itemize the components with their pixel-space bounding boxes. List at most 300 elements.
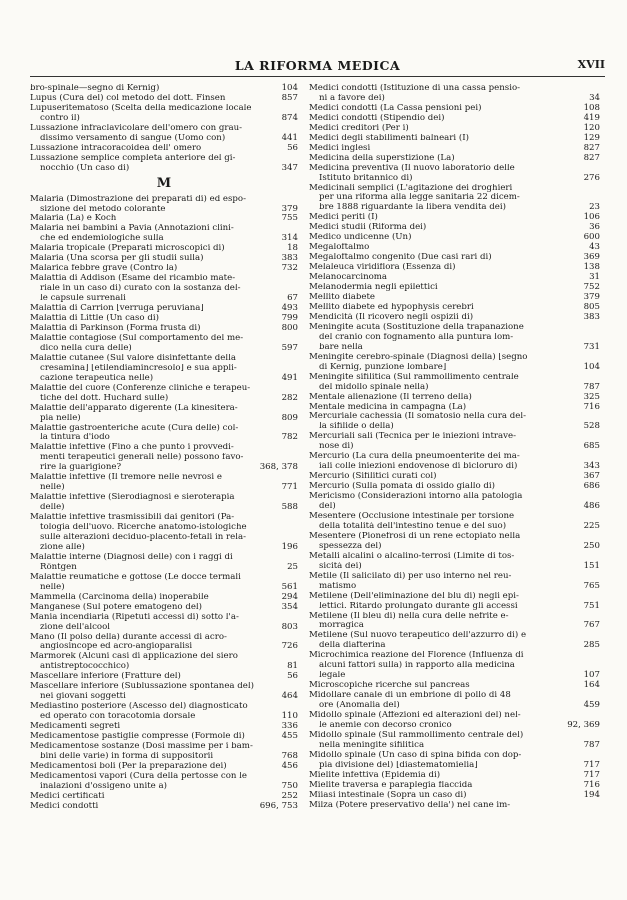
entry-text: riale in un caso di) curato con la sostanza del- [40,284,241,294]
entry-page-ref: 752 [583,282,600,293]
entry-page-ref: 419 [583,112,600,123]
entry-text: Malaria tropicale (Preparati microscopici di) [30,244,225,254]
entry-page-ref: 528 [583,421,600,432]
entry-text: Mellito diabete [309,293,375,303]
index-entry [30,154,298,174]
entry-text: Medicina della superstizione (La) [309,153,455,163]
entry-text: spessezza del) [319,541,382,551]
index-entry [309,303,600,313]
entry-text: nella meningite sifilitica [319,740,425,750]
entry-text: Mediastino posteriore (Ascesso del) diagnosticato [30,702,248,712]
entry-text: ore (Anomalia del) [319,701,400,711]
entry-text: iali colle iniezioni endovenose di bicloruro di) [319,462,518,472]
entry-text: nei giovani soggetti [40,692,126,702]
index-entry [30,124,298,144]
entry-text: Milza (Potere preservativo della') nel cane im- [309,800,511,810]
index-entry [30,553,298,573]
entry-text: Medici condotti (La Cassa pensioni pei) [309,103,482,113]
entry-text: tologia dell'uovo. Ricerche anatomo-istologiche [40,523,247,533]
entry-text: Malattia di Little (Un caso di) [30,314,159,324]
entry-page-ref: 36 [589,222,600,233]
entry-text: Malattia di Parkinson (Forma frusta di) [30,323,201,333]
index-entry [30,94,298,104]
entry-page-ref: 104 [583,361,600,372]
entry-text: pia divisione del) [diastematomielia] [319,760,478,770]
entry-text: Medicamentosi vapori (Cura della pertosse con le [30,771,248,781]
entry-page-ref: 455 [281,731,298,742]
entry-text: Meningite sifilitica (Sul rammollimento centrale [309,372,519,382]
entry-text: bare nella [319,342,363,352]
entry-text: Metile (Il salicilato di) per uso interno nel reu- [309,571,512,581]
entry-page-ref: 106 [583,212,600,223]
entry-page-ref: 696, 753 [259,800,298,811]
entry-page-ref: 56 [287,142,298,153]
entry-text: zione dell'alcool [40,622,111,632]
entry-page-ref: 325 [583,391,600,402]
entry-text: alcuni fattori sulla) in rapporto alla medicina [319,661,515,671]
entry-text: sulle alterazioni deciduo-placento-fetali in rela- [40,532,247,542]
entry-text: Malattie infettive trasmissibili dai genitori (Pa- [30,513,235,523]
entry-page-ref: 685 [583,441,600,452]
entry-text: Medicinali semplici (L'agitazione dei droghieri [309,183,513,193]
index-entry [309,731,600,751]
index-entry [309,373,600,393]
entry-page-ref: 717 [583,769,600,780]
entry-text: Midollo spinale (Affezioni ed alterazioni del) nel- [309,711,521,721]
entry-page-ref: 750 [281,780,298,791]
entry-text: Mesentere (Occlusione intestinale per torsione [309,511,515,521]
entry-text: Malattie interne (Diagnosi delle) con i raggi di [30,552,233,562]
entry-page-ref: 874 [281,112,298,123]
entry-page-ref: 768 [281,750,298,761]
entry-page-ref: 31 [589,272,600,283]
entry-page-ref: 767 [583,620,600,631]
entry-page-ref [572,801,600,811]
entry-text: cazione terapeutica nelle) [40,373,154,383]
index-column-left [30,84,298,812]
index-entry [30,573,298,593]
index-entry [30,214,298,224]
index-entry [30,404,298,424]
entry-text: Malattie infettive (Il tremore nelle nevrosi e [30,473,222,483]
entry-text: Mentale alienazione (Il terreno della) [309,392,472,402]
index-entry [309,144,600,154]
entry-text: contro il) [40,113,80,123]
index-entry [309,233,600,243]
entry-text: Mercuriale cachessia (Il somatosio nella cura del- [309,412,526,422]
index-entry [30,772,298,792]
entry-text: Metilene (Dell'eliminazione del blu di) negli epi- [309,591,519,601]
entry-page-ref: 755 [281,213,298,224]
entry-page-ref: 336 [281,721,298,732]
entry-text: angiosincope ed acro-angioparalisi [40,642,193,652]
entry-text: Medici periti (I) [309,213,378,223]
entry-text: pia nelle) [40,413,81,423]
section-letter: M [156,175,172,191]
entry-text: Medici studii (Riforma dei) [309,223,427,233]
entry-page-ref: 800 [281,322,298,333]
index-entry [309,512,600,532]
entry-text: Malattie contagiose (Sul comportamento del me- [30,333,244,343]
entry-text: Manganese (Sul potere ematogeno del) [30,602,203,612]
entry-page-ref: 81 [287,661,298,672]
entry-page-ref: 751 [583,600,600,611]
index-entry [309,263,600,273]
entry-page-ref: 110 [281,711,298,722]
index-column-right [309,84,600,811]
index-entry [309,243,600,253]
entry-text: Malattie gastroenteriche acute (Cura delle) col- [30,423,239,433]
entry-page-ref: 120 [583,122,600,133]
entry-text: Mano (Il polso della) durante accessi di acro- [30,632,227,642]
index-entry [309,631,600,651]
entry-page-ref: 597 [281,342,298,353]
index-entry [30,443,298,473]
entry-text: Medicina preventiva (Il nuovo laboratorio delle [309,163,515,173]
index-entry [30,802,298,812]
entry-text: Metilene (Il bleu di) nella cura delle nefrite e- [309,611,509,621]
index-entry [30,224,298,244]
entry-text: lettici. Ritardo prolungato durante gli accessi [319,601,518,611]
entry-text: sicità dei) [319,561,362,571]
entry-text: Lupus (Cura del) col metodo del dott. Finsen [30,93,226,103]
index-entry [309,612,600,632]
index-entry [309,213,600,223]
index-entry [309,253,600,263]
entry-page-ref: 23 [589,202,600,213]
entry-text: Melaleuca viridiflora (Essenza di) [309,263,456,273]
entry-text: del cranio con fognamento alla puntura lom- [319,332,514,342]
entry-page-ref: 726 [281,641,298,652]
entry-page-ref: 486 [583,501,600,512]
index-entry [309,711,600,731]
entry-text: Mania incendiaria (Ripetuti accessi di) sotto l'a- [30,612,239,622]
entry-page-ref: 787 [583,739,600,750]
entry-text: inalazioni d'ossigeno unite a) [40,781,167,791]
index-entry [30,84,298,94]
entry-page-ref: 771 [281,482,298,493]
entry-text: Mercurio (La cura della pneumoenterite dei ma- [309,452,520,462]
entry-text: la tintura d'iodo [40,433,110,443]
index-entry [309,781,600,791]
entry-text: Medicamentose pastiglie compresse (Formole di) [30,732,245,742]
entry-text: Malaria (Una scorsa per gli studii sulla) [30,254,204,264]
entry-text: Malarica febbre grave (Contro la) [30,264,178,274]
entry-page-ref: 379 [583,292,600,303]
entry-page-ref: 561 [281,581,298,592]
entry-text: nocchio (Un caso di) [40,163,130,173]
index-entry [309,184,600,214]
entry-page-ref: 250 [583,540,600,551]
index-entry [30,493,298,513]
entry-text: Röntgen [40,562,77,572]
entry-text: Medici creditori (Per i) [309,123,409,133]
entry-text: Malaria (La) e Koch [30,214,117,224]
index-entry [30,742,298,762]
entry-page-ref: 799 [281,313,298,324]
entry-page-ref: 104 [281,83,298,93]
entry-text: Lussazione intracoracoidea dell' omero [30,143,202,153]
entry-page-ref: 782 [281,432,298,443]
index-entry [30,324,298,334]
index-entry [30,274,298,304]
index-entry [309,592,600,612]
entry-text: Mericismo (Considerazioni intorno alla patologia [309,492,523,502]
index-entry [309,114,600,124]
entry-text: Mercurio (Sulla pomata di ossido giallo di) [309,482,495,492]
entry-page-ref: 368, 378 [259,462,298,473]
index-entry [30,593,298,603]
entry-text: Melanocarcinoma [309,273,388,283]
entry-text: Malattie cutanee (Sul valore disinfettante della [30,353,236,363]
index-entry [30,264,298,274]
entry-text: Malaria (Dimostrazione dei preparati di) ed espo- [30,194,246,204]
entry-text: menti terapeutici generali nelle) possono favo- [40,453,244,463]
entry-text: antistreptococchico) [40,662,130,672]
index-entry [309,452,600,472]
index-entry [30,104,298,124]
entry-page-ref: 731 [583,341,600,352]
entry-text: nose di) [319,442,354,452]
entry-text: Microscopiche ricerche sul pancreas [309,681,470,691]
entry-text: Medici condotti [30,801,99,811]
index-entry [309,223,600,233]
entry-text: ed operato con toracotomia dorsale [40,712,196,722]
entry-page-ref: 491 [281,372,298,383]
index-entry [309,164,600,184]
entry-page-ref: 716 [583,779,600,790]
entry-text: Mellito diabete ed hypophysis cerebri [309,302,474,312]
entry-text: Malattia di Carrion [verruga peruviana] [30,304,204,314]
index-entry [30,384,298,404]
entry-text: Metalli alcalini o alcalino-terrosi (Limite di tos- [309,551,515,561]
entry-text: Megaloftalmo congenito (Due casi rari di) [309,253,492,263]
index-entry [309,432,600,452]
entry-text: Midollo spinale (Un caso di spina bifida con dop- [309,750,522,760]
entry-text: la sifilide o della) [319,422,394,432]
entry-page-ref: 367 [583,471,600,482]
index-entry [30,314,298,324]
index-entry [309,403,600,413]
entry-text: Mercuriali sali (Tecnica per le iniezioni intrave- [309,432,516,442]
entry-page-ref: 765 [583,580,600,591]
index-entry [309,801,600,811]
entry-text: Midollare canale di un embrione di pollo di 48 [309,691,511,701]
entry-text: che ed endemiologiche sulla [40,234,164,244]
index-entry [309,134,600,144]
entry-text: bro-spinale—segno di Kernig) [30,84,160,93]
index-entry [309,681,600,691]
index-entry [309,323,600,353]
index-entry [30,613,298,633]
index-entry [30,254,298,264]
index-entry [309,273,600,283]
entry-page-ref: 354 [281,601,298,612]
entry-text: Lussazione semplice completa anteriore del gi- [30,153,236,163]
index-entry [309,552,600,572]
entry-page-ref: 803 [281,621,298,632]
entry-text: Malattia di Addison (Esame del ricambio mate- [30,274,236,284]
index-entry [30,762,298,772]
index-entry [309,283,600,293]
entry-text: bini delle varie) in forma di suppositorii [40,751,214,761]
entry-page-ref: 686 [583,481,600,492]
entry-page-ref: 164 [583,680,600,691]
index-entry [30,144,298,154]
entry-page-ref: 716 [583,401,600,412]
entry-text: Mielite traversa e paraplegia flaccida [309,780,473,790]
entry-page-ref: 151 [583,560,600,571]
entry-text: le capsule surrenali [40,294,126,304]
index-entry [309,412,600,432]
entry-text: cresamina] [etilendiamincresolo] e sua appli- [40,363,237,373]
index-entry [309,313,600,323]
index-entry [309,472,600,482]
entry-page-ref: 493 [281,303,298,314]
entry-page-ref: 787 [583,381,600,392]
index-entry [30,633,298,653]
entry-text: bre 1888 riguardante la libera vendita dei) [319,203,506,213]
index-entry [309,771,600,781]
index-entry [30,652,298,672]
entry-text: dissimo versamento di sangue (Uomo con) [40,133,226,143]
entry-text: Miiasi intestinale (Sopra un caso di) [309,790,467,800]
entry-page-ref: 129 [583,132,600,143]
entry-text: delle) [40,503,65,513]
entry-text: Mentale medicina in campagna (La) [309,402,467,412]
entry-text: Medico undicenne (Un) [309,233,412,243]
entry-page-ref: 347 [281,162,298,173]
entry-text: Medici degli stabilimenti balneari (I) [309,133,469,143]
entry-text: Melanodermia negli epilettici [309,283,438,293]
entry-page-ref: 194 [583,789,600,800]
entry-text: Marmorek (Alcuni casi di applicazione del siero [30,652,238,662]
entry-page-ref: 600 [583,232,600,243]
index-entry [30,473,298,493]
entry-text: matismo [319,581,357,591]
entry-text: Meningite cerebro-spinale (Diagnosi della) [segno [309,352,528,362]
entry-page-ref: 827 [583,152,600,163]
entry-page-ref: 717 [583,759,600,770]
entry-text: Medici inglesi [309,143,371,153]
index-entry [309,154,600,164]
entry-page-ref: 464 [281,691,298,702]
entry-text: Metilene (Sul nuovo terapeutico dell'azzurro di) e [309,631,527,641]
entry-text: Microchimica reazione del Florence (Influenza di [309,651,524,661]
index-entry [30,244,298,254]
entry-text: per una riforma alla legge sanitaria 22 dicem- [319,193,520,203]
entry-text: dico nella cura delle) [40,343,132,353]
entry-text: Medicamentosi boli (Per la preparazione dei) [30,761,227,771]
entry-page-ref: 225 [583,520,600,531]
entry-page-ref: 43 [589,242,600,253]
entry-text: Mendicità (Il ricovero negli ospizii di) [309,312,474,322]
index-entry [309,393,600,403]
entry-page-ref: 67 [287,293,298,304]
entry-text: tiche del dott. Huchard sulle) [40,393,169,403]
entry-text: Istituto britannico di) [319,173,413,183]
entry-page-ref: 857 [281,92,298,103]
entry-text: Mercurio (Sifilitici curati col) [309,472,437,482]
page-header [30,58,605,77]
entry-page-ref: 383 [583,311,600,322]
entry-text: Malattie infettive (Sierodiagnosi e sieroterapia [30,493,235,503]
entry-page-ref: 456 [281,760,298,771]
entry-text: ni a favore dei) [319,93,385,103]
index-entry [309,84,600,104]
entry-page-ref: 379 [281,203,298,214]
index-entry [30,792,298,802]
index-entry [309,791,600,801]
index-entry [30,424,298,444]
entry-text: Malattie reumatiche e gottose (Le docce termali [30,572,241,582]
entry-page-ref: 25 [287,561,298,572]
entry-text: Mielite infettiva (Epidemia di) [309,770,441,780]
entry-page-ref: 809 [281,412,298,423]
entry-page-ref: 92, 369 [567,720,600,730]
entry-text: Medicamenti segreti [30,722,121,732]
index-entry [30,513,298,553]
entry-text: Lupuseritematoso (Scelta della medicazione locale [30,103,252,113]
entry-page-ref: 56 [287,671,298,682]
entry-page-ref: 343 [583,461,600,472]
index-entry [30,603,298,613]
entry-text: Lussazione infraclavicolare dell'omero con grau- [30,123,243,133]
entry-text: Mammella (Carcinoma della) inoperabile [30,592,209,602]
entry-text: Medici condotti (Stipendio dei) [309,113,445,123]
entry-text: Medicamentose sostanze (Dosi massime per i bam- [30,742,253,751]
index-entry [30,195,298,215]
entry-page-ref: 369 [583,252,600,263]
entry-text: della diafterina [319,641,386,651]
entry-text: le anemie con decorso cronico [319,721,452,730]
index-entry [309,124,600,134]
entry-text: della totalità dell'intestino tenue e del suo) [319,521,507,531]
entry-page-ref: 108 [583,102,600,113]
entry-text: sizione del metodo colorante [40,204,166,214]
entry-page-ref: 383 [281,253,298,264]
entry-text: Malattie infettive (Fino a che punto i provvedi- [30,443,234,453]
entry-page-ref: 441 [281,132,298,143]
index-entry [30,672,298,682]
entry-page-ref: 732 [281,263,298,274]
entry-text: nelle) [40,483,65,493]
entry-page-ref: 827 [583,142,600,153]
entry-text: nelle) [40,582,65,592]
entry-text: di Kernig, punzione lombare] [319,362,447,372]
entry-text: zione alle) [40,542,85,552]
index-entry [30,722,298,732]
entry-text: Malattie dell'apparato digerente (La kinesitera- [30,403,238,413]
entry-text: Malattie del cuore (Conferenze cliniche e terapeu- [30,383,251,393]
entry-text: Medici condotti (Istituzione di una cassa pensio- [309,84,521,93]
entry-text: del) [319,502,336,512]
entry-text: Malaria nei bambini a Pavia (Annotazioni clini- [30,224,234,234]
entry-text: del midollo spinale nella) [319,382,429,392]
entry-text: Midollo spinale (Sul rammollimento centrale del) [309,730,524,740]
entry-page-ref: 18 [287,243,298,254]
entry-page-ref: 276 [583,172,600,183]
index-entry [30,682,298,702]
page-number: XVII [577,58,605,71]
entry-page-ref: 314 [281,233,298,244]
index-entry [309,293,600,303]
entry-text: Meningite acuta (Sostituzione della trapanazione [309,322,524,332]
entry-text: Megaloftalmo [309,243,370,253]
entry-page-ref: 138 [583,262,600,273]
entry-page-ref: 34 [589,92,600,103]
entry-page-ref: 107 [583,670,600,681]
